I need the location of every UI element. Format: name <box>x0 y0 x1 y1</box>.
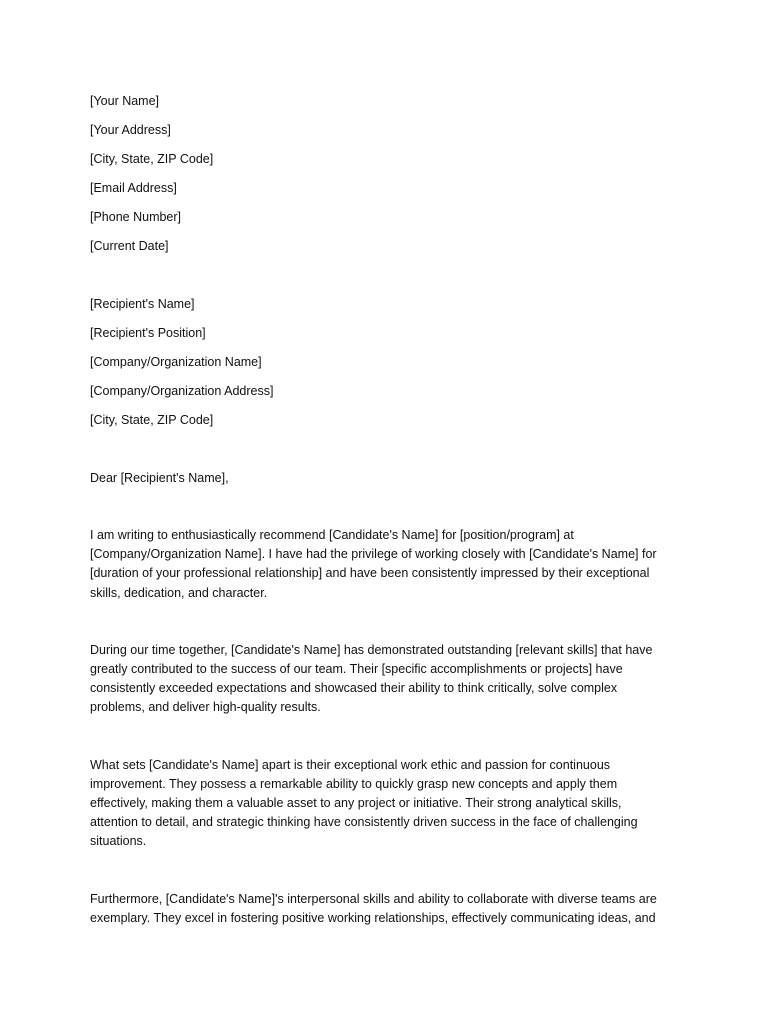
recipient-position: [Recipient's Position] <box>90 326 206 340</box>
recipient-block <box>90 294 690 439</box>
body-paragraph: Furthermore, [Candidate's Name]'s interpersonal skills and ability to collaborate with diverse teams are exemplary. They excel in fostering positive working relationships, effectively communicating ideas, and <box>90 891 657 925</box>
sender-block <box>90 91 690 265</box>
recipient-city-state-zip: [City, State, ZIP Code] <box>90 413 214 427</box>
body-paragraph: I am writing to enthusiastically recommend [Candidate's Name] for [position/program] at [Company/Organization Name]. I have had the privilege of working closely with [Candidate's Name] for [duration of your professional relationship] and have been consistently impressed by their exceptional skills, dedication, and character. <box>90 528 657 600</box>
letter-page <box>90 91 690 966</box>
sender-email: [Email Address] <box>90 181 177 195</box>
recipient-name: [Recipient's Name] <box>90 297 195 311</box>
current-date: [Current Date] <box>90 239 169 253</box>
spacer <box>90 265 690 294</box>
recipient-organization-address: [Company/Organization Address] <box>90 384 274 398</box>
sender-phone: [Phone Number] <box>90 210 182 224</box>
body-paragraph: What sets [Candidate's Name] apart is their exceptional work ethic and passion for continuous improvement. They possess a remarkable ability to quickly grasp new concepts and apply them effectively, making them a valuable asset to any project or initiative. Their strong analytical skills, attention to detail, and strategic thinking have consistently driven success in the face of challenging situations. <box>90 757 638 849</box>
body-paragraph: During our time together, [Candidate's Name] has demonstrated outstanding [relevant skills] that have greatly contributed to the success of our team. Their [specific accomplishments or projects] have consistently exceeded expectations and showcased their ability to think critically, solve complex problems, and deliver high-quality results. <box>90 642 653 715</box>
sender-city-state-zip: [City, State, ZIP Code] <box>90 152 214 166</box>
sender-address: [Your Address] <box>90 123 171 137</box>
sender-name: [Your Name] <box>90 94 160 108</box>
recipient-organization: [Company/Organization Name] <box>90 355 262 369</box>
spacer <box>90 439 690 468</box>
salutation: Dear [Recipient's Name], <box>90 471 229 485</box>
